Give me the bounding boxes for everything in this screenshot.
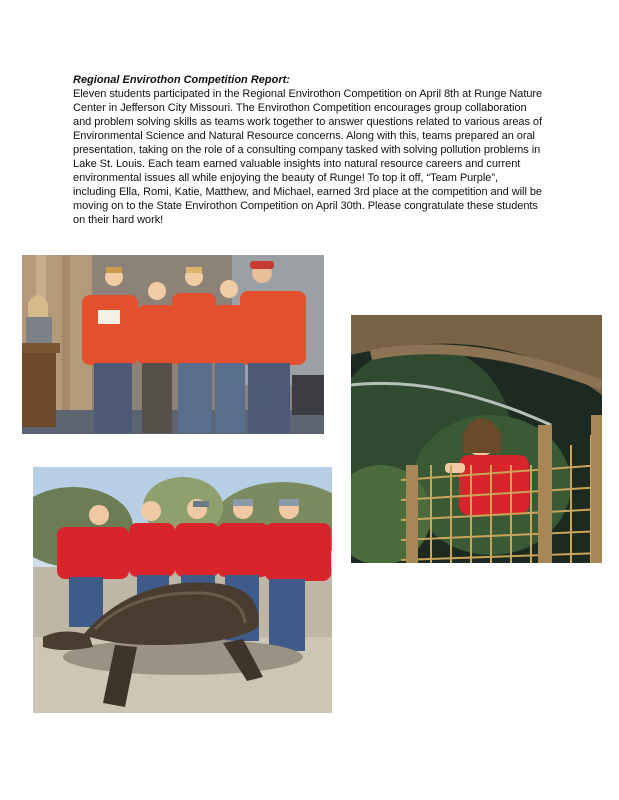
report-body: Eleven students participated in the Regional Envirothon Competition on April 8th at Runge Nature Center in Jefferson City Missouri. The Envirothon Competition encourages group collaboration and problem solving skills as teams work together to answer questions related to various areas of Environmental Science and Natural Resource concerns. Along with this, teams prepared an oral presentation, taking on the role of a consulting company tasked with solving pollution problems in Lake St. Louis. Each team earned valuable insights into natural resource careers and current environmental issues all while enjoying the beauty of Runge! To top it off, “Team Purple”, including Ella, Romi, Katie, Matthew, and Michael, earned 3rd place at the competition and will be moving on to the State Envirothon Competition on April 30th. Please congratulate these students on their hard work! — [73, 88, 543, 226]
report-title: Regional Envirothon Competition Report: — [73, 74, 290, 86]
student-on-rope-net-photo — [351, 315, 602, 563]
report-section — [73, 73, 543, 227]
students-with-turtle-statue-photo — [33, 467, 332, 713]
team-purple-award-photo — [22, 255, 324, 434]
